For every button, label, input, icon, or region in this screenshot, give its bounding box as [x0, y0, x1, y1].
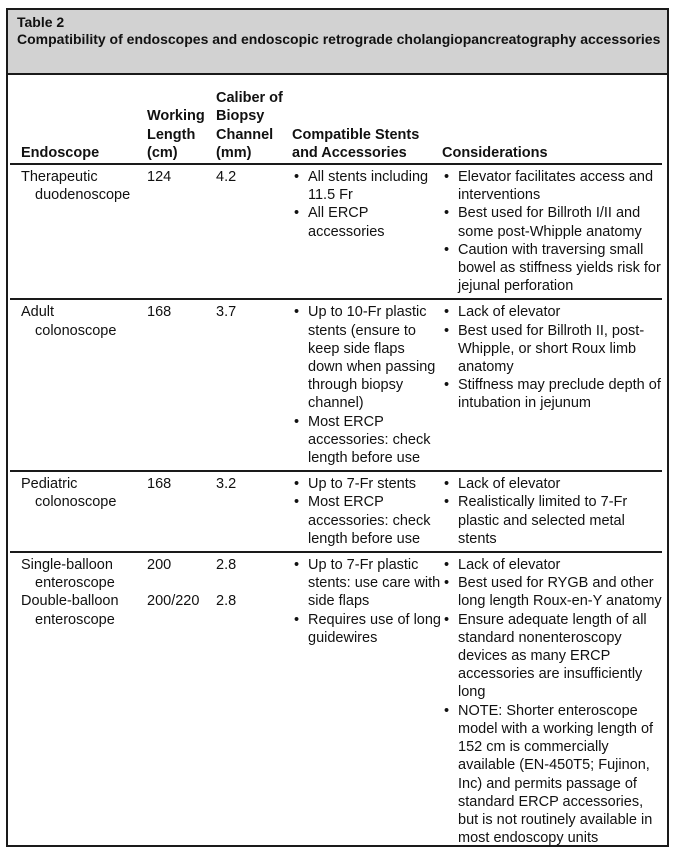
working-length-value: 200: [147, 557, 172, 574]
stents-cell: [292, 471, 442, 552]
list-item: • Caution with traversing small bowel as stiffness yields risk for jejunal perforation: [444, 241, 661, 295]
endoscope-name-cont: duodenoscope: [35, 187, 131, 204]
working-length-value: 200/220: [147, 593, 200, 610]
list-item: • Best used for Billroth I/II and some post-Whipple anatomy: [444, 205, 642, 240]
table-frame: [6, 8, 669, 847]
header-considerations: Considerations: [442, 75, 662, 164]
table-caption: [8, 10, 667, 75]
list-item: • Most ERCP accessories: check length before use: [294, 494, 431, 547]
list-item: • NOTE: Shorter enteroscope model with a working length of 152 cm is commercially available (EN-450T5; Fujinon, Inc) and permits passage of standard ERCP accessories, but is not routinely available in most endoscopy units: [444, 702, 654, 847]
list-item: • Up to 7-Fr stents: [294, 476, 416, 493]
working-length-cell: 168: [147, 299, 216, 471]
endoscope-name: Therapeutic: [21, 169, 98, 185]
list-item: • Requires use of long guidewires: [294, 611, 441, 646]
caliber-value: 2.8: [216, 557, 237, 574]
header-caliber: Caliber of Biopsy Channel (mm): [216, 75, 292, 164]
considerations-cell: [442, 164, 662, 299]
table-row: [10, 552, 662, 847]
list-item: • Ensure adequate length of all standard nonenteroscopy devices as many ERCP accessories are insufficiently long: [444, 611, 647, 701]
considerations-cell: [442, 299, 662, 471]
working-length-cell: 124: [147, 164, 216, 299]
list-item: • Stiffness may preclude depth of intubation in jejunum: [444, 377, 661, 412]
considerations-cell: [442, 471, 662, 552]
stents-cell: [292, 164, 442, 299]
caliber-cell: 3.2: [216, 471, 292, 552]
endoscope-name-cont: enteroscope: [35, 575, 115, 592]
list-item: • Up to 10-Fr plastic stents (ensure to keep side flaps down when passing through biopsy channel): [294, 304, 436, 412]
endoscope-name: Pediatric: [21, 476, 78, 493]
header-row: [10, 75, 662, 164]
header-stents: Compatible Stents and Accessories: [292, 75, 442, 164]
list-item: • All stents including 11.5 Fr: [294, 169, 429, 204]
list-item: • All ERCP accessories: [294, 205, 385, 240]
list-item: • Up to 7-Fr plastic stents: use care with side flaps: [294, 557, 441, 610]
endoscope-name: Adult: [21, 304, 55, 321]
endoscope-cell: [10, 164, 147, 299]
list-item: • Lack of elevator: [444, 557, 561, 574]
caliber-cell: [216, 552, 292, 847]
endoscope-cell: [10, 552, 147, 847]
list-item: • Best used for RYGB and other long length Roux-en-Y anatomy: [444, 575, 662, 610]
list-item: • Lack of elevator: [444, 476, 561, 493]
header-working-length: Working Length (cm): [147, 75, 216, 164]
caliber-cell: 4.2: [216, 164, 292, 299]
working-length-cell: [147, 552, 216, 847]
list-item: • Best used for Billroth II, post-Whipple, or short Roux limb anatomy: [444, 322, 645, 376]
endoscope-name: Single-balloon: [21, 557, 113, 574]
endoscope-name-cont: colonoscope: [35, 494, 117, 511]
working-length-cell: 168: [147, 471, 216, 552]
compatibility-table: [10, 75, 662, 847]
stents-cell: [292, 552, 442, 847]
endoscope-name-cont: enteroscope: [35, 611, 115, 628]
endoscope-name: Double-balloon: [21, 593, 119, 610]
table-title: Compatibility of endoscopes and endoscopic retrograde cholangiopancreatography accessories: [17, 31, 661, 47]
list-item: • Elevator facilitates access and interventions: [444, 169, 654, 204]
endoscope-name-cont: colonoscope: [35, 322, 117, 339]
endoscope-cell: [10, 299, 147, 471]
endoscope-cell: [10, 471, 147, 552]
table-row: [10, 164, 662, 299]
caliber-cell: 3.7: [216, 299, 292, 471]
considerations-cell: [442, 552, 662, 847]
header-endoscope: Endoscope: [10, 75, 147, 164]
table-row: [10, 299, 662, 471]
stents-cell: [292, 299, 442, 471]
list-item: • Lack of elevator: [444, 304, 561, 321]
list-item: • Realistically limited to 7-Fr plastic and selected metal stents: [444, 494, 628, 547]
table-number: Table 2: [17, 14, 65, 30]
table-row: [10, 471, 662, 552]
list-item: • Most ERCP accessories: check length before use: [294, 413, 431, 467]
caliber-value: 2.8: [216, 593, 237, 610]
